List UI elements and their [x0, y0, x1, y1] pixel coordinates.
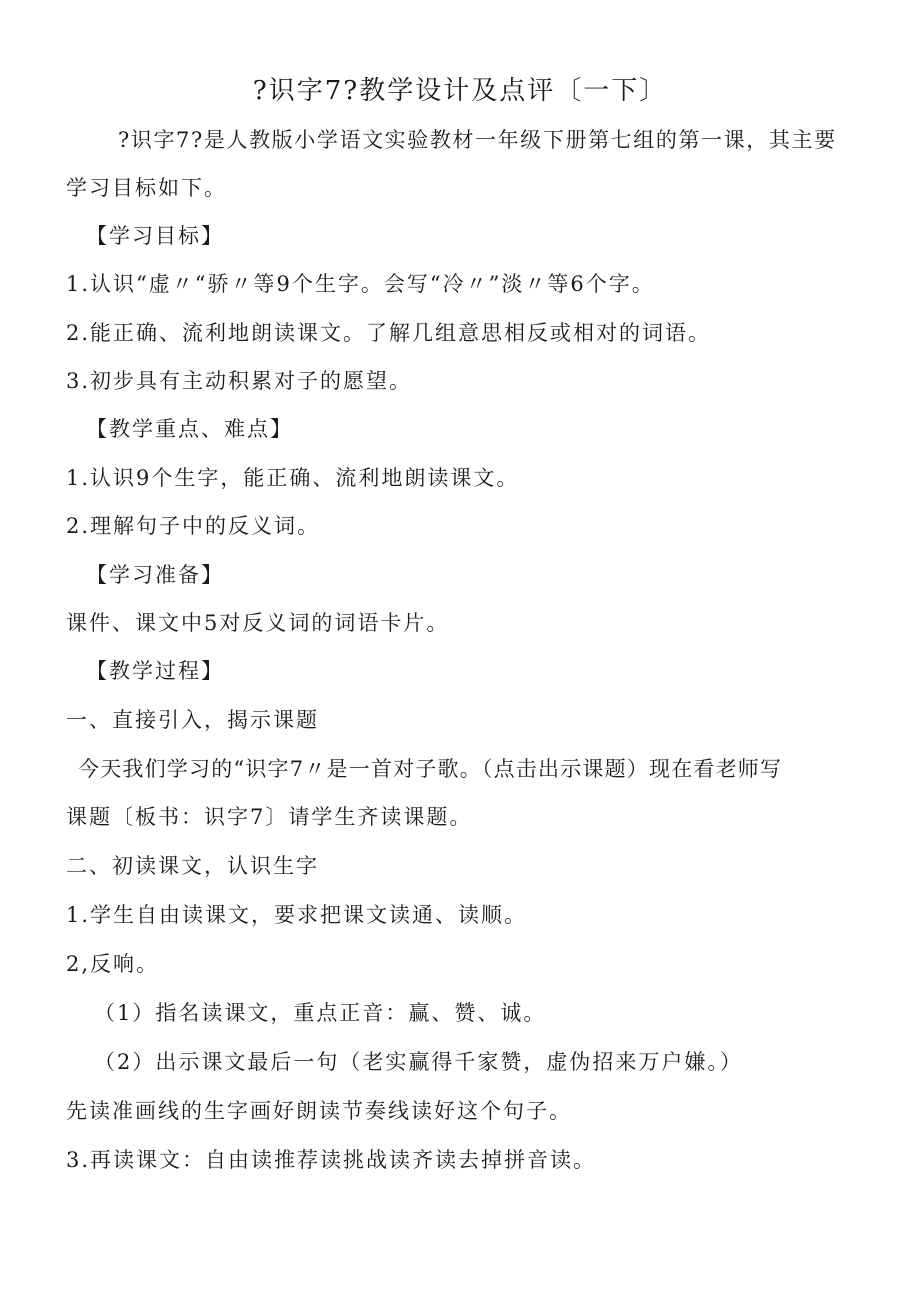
goal-item-3: 3.初步具有主动积累对子的愿望。: [66, 369, 413, 393]
preparation-text: 课件、课文中5对反义词的词语卡片。: [66, 611, 450, 635]
step-2-heading: 二、初读课文，认识生字: [66, 854, 319, 878]
section-heading-process: 【教学过程】: [86, 659, 224, 683]
goal-item-1: 1.认识“虚〃“骄〃等9个生字。会写“冷〃”淡〃等6个字。: [66, 272, 655, 296]
key-point-item-1: 1.认识9个生字，能正确、流利地朗读课文。: [66, 466, 520, 490]
step-1-paragraph-line-1: 今天我们学习的“识字7〃是一首对子歌。（点击出示课题）现在看老师写: [78, 757, 783, 781]
intro-paragraph-line-2: 学习目标如下。: [66, 176, 227, 200]
document-title: ?识字7?教学设计及点评〔一下〕: [252, 76, 668, 106]
goal-item-2: 2.能正确、流利地朗读课文。了解几组意思相反或相对的词语。: [66, 321, 712, 345]
section-heading-goals: 【学习目标】: [86, 224, 224, 248]
step-1-heading: 一、直接引入，揭示课题: [66, 708, 319, 732]
section-heading-key-points: 【教学重点、难点】: [86, 417, 293, 441]
step-2-item-3: 3.再读课文：自由读推荐读挑战读齐读去掉拼音读。: [66, 1148, 597, 1172]
intro-paragraph-line-1: ?识字7?是人教版小学语文实验教材一年级下册第七组的第一课，其主要: [118, 128, 837, 152]
step-2-item-1: 1.学生自由读课文，要求把课文读通、读顺。: [66, 903, 528, 927]
section-heading-preparation: 【学习准备】: [86, 563, 224, 587]
step-2-sub-item-1: （1）指名读课文，重点正音：赢、赞、诚。: [94, 1001, 547, 1025]
step-2-sub-item-2-continuation: 先读准画线的生字画好朗读节奏线读好这个句子。: [66, 1099, 572, 1123]
step-1-paragraph-line-2: 课题〔板书：识字7〕请学生齐读课题。: [66, 805, 473, 829]
key-point-item-2: 2.理解句子中的反义词。: [66, 514, 321, 538]
step-2-sub-item-2: （2）出示课文最后一句（老实赢得千家赞，虚伪招来万户嫌。）: [94, 1050, 743, 1074]
step-2-item-2: 2,反响。: [66, 952, 160, 976]
